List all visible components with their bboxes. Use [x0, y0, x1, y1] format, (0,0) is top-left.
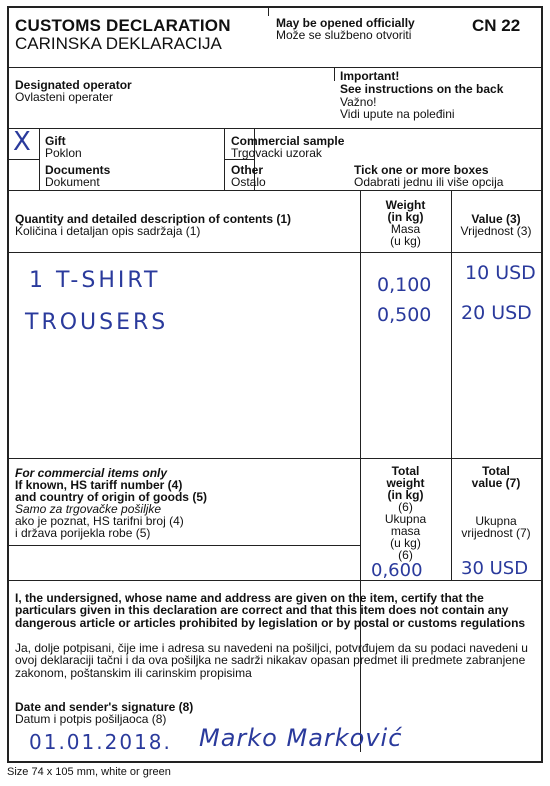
- total-value-header: Total value (7) Ukupna vrijednost (7): [461, 464, 531, 540]
- certification-text-local: Ja, dolje potpisani, čije ime i adresa su navedeni na pošiljci, potvrđujem da su podaci navedeni u ovoj deklaraciji tačni i da ova pošiljka ne sadrži nikakav opasan predmet ili predmete zabranjene zakonom, poštanskim ili carinskim propisima: [15, 641, 528, 680]
- gift-label-local: Poklon: [45, 146, 82, 160]
- documents-label-local: Dokument: [45, 175, 100, 189]
- total-weight-header: Total weight (in kg) (6) Ukupna masa (u kg) (6): [384, 464, 427, 562]
- form-title-local: CARINSKA DEKLARACIJA: [15, 34, 222, 53]
- form-code: CN 22: [472, 16, 521, 35]
- item-2-description: TROUSERS: [25, 310, 169, 335]
- commercial-sample-local: Trgovacki uzorak: [231, 146, 322, 160]
- documents-label: Documents: [45, 163, 111, 177]
- signature-label: Date and sender's signature (8): [15, 700, 194, 714]
- item-1-weight: 0,100: [377, 274, 432, 296]
- commercial-sample-label: Commercial sample: [231, 134, 345, 148]
- total-weight-value: 0,600: [371, 560, 423, 581]
- tick-hint: Tick one or more boxes: [354, 163, 489, 177]
- important-local: Važno!: [340, 95, 377, 109]
- important-label: Important!: [340, 69, 400, 83]
- signature-label-local: Datum i potpis pošiljaoca (8): [15, 712, 167, 726]
- other-label: Other: [231, 163, 264, 177]
- signature-name: Marko Marković: [199, 724, 403, 752]
- gift-checkmark: X: [13, 127, 31, 157]
- may-be-opened-local: Može se službeno otvoriti: [276, 28, 412, 42]
- contents-desc-header-local: Količina i detaljan opis sadržaja (1): [15, 224, 201, 238]
- total-value-value: 30 USD: [461, 558, 529, 579]
- certification-text: I, the undersigned, whose name and address are given on the item, certify that the particulars given in this declaration are correct and that this item does not contain any dangerous article or articles prohibited by legislation or by postal or customs regulations: [15, 591, 526, 630]
- commercial-info: For commercial items only If known, HS tariff number (4) and country of origin of goods (5) Samo za trgovačke pošiljke ako je poznat, HS tarifni broj (4) i država porijekla robe (5): [15, 466, 207, 540]
- value-header: Value (3) Vrijednost (3): [460, 212, 532, 238]
- cn22-form: [7, 6, 543, 763]
- see-instructions-label: See instructions on the back: [340, 82, 504, 96]
- other-label-local: Ostalo: [231, 175, 266, 189]
- item-2-value: 20 USD: [461, 302, 532, 324]
- weight-header: Weight (in kg) Masa (u kg): [385, 198, 426, 248]
- may-be-opened-label: May be opened officially: [276, 16, 415, 30]
- item-1-value: 10 USD: [465, 262, 536, 284]
- signature-date: 01.01.2018.: [29, 730, 172, 754]
- see-instructions-local: Vidi upute na poleđini: [340, 107, 455, 121]
- item-2-weight: 0,500: [377, 304, 432, 326]
- designated-operator-label: Designated operator: [15, 78, 132, 92]
- item-1-description: 1 T-SHIRT: [29, 268, 161, 293]
- contents-desc-header: Quantity and detailed description of contents (1): [15, 212, 292, 226]
- size-note: Size 74 x 105 mm, white or green: [7, 766, 171, 778]
- designated-operator-local: Ovlasteni operater: [15, 90, 114, 104]
- form-title: CUSTOMS DECLARATION: [15, 16, 231, 35]
- gift-label: Gift: [45, 134, 66, 148]
- tick-hint-local: Odabrati jednu ili više opcija: [354, 175, 504, 189]
